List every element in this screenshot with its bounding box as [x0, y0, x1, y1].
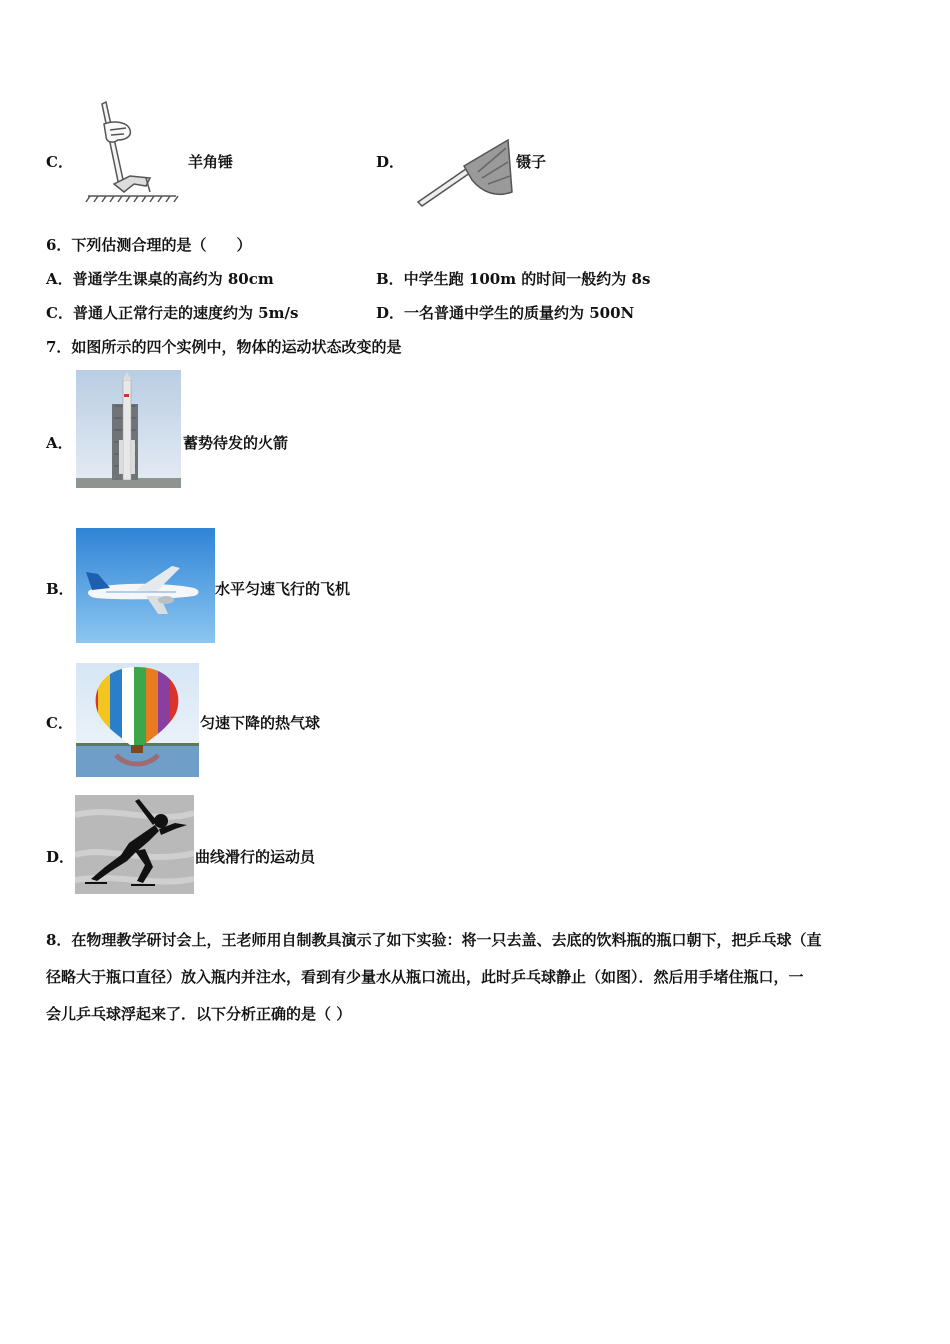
q7-option-c-letter: C． — [46, 714, 73, 732]
q7-option-b-letter: B． — [46, 580, 74, 598]
q6-option-b: B．中学生跑 100m 的时间一般约为 8s — [376, 270, 651, 288]
rocket-photo — [76, 370, 181, 488]
q5-option-c-letter: C． — [46, 153, 73, 171]
q7-stem: 7．如图所示的四个实例中，物体的运动状态改变的是 — [46, 338, 402, 356]
hot-air-balloon-photo — [76, 663, 199, 777]
q8-stem-line-1: 8．在物理教学研讨会上，王老师用自制教具演示了如下实验：将一只去盖、去底的饮料瓶的瓶口朝下，把乒乓球（直 — [46, 931, 822, 949]
q5-option-d-letter: D． — [376, 153, 405, 171]
q7-option-a-letter: A． — [46, 434, 73, 452]
q8-stem-line-2: 径略大于瓶口直径）放入瓶内并注水，看到有少量水从瓶口流出，此时乒乓球静止（如图）．然后用手堵住瓶口，一 — [46, 968, 804, 986]
q5-option-d-label: 镊子 — [516, 153, 547, 171]
q7-option-d-letter: D． — [46, 848, 75, 866]
q7-option-c-label: 匀速下降的热气球 — [200, 714, 321, 732]
claw-hammer-icon — [84, 100, 180, 210]
q7-option-b-label: 水平匀速飞行的飞机 — [215, 580, 351, 598]
q6-option-c: C．普通人正常行走的速度约为 5m/s — [46, 304, 299, 322]
q6-option-a: A．普通学生课桌的高约为 80cm — [46, 270, 274, 288]
q6-stem: 6．下列估测合理的是（ ） — [46, 236, 252, 254]
q7-option-d-label: 曲线滑行的运动员 — [195, 848, 316, 866]
q6-option-d: D．一名普通中学生的质量约为 500N — [376, 304, 635, 322]
airplane-photo — [76, 528, 215, 643]
q8-stem — [46, 922, 911, 1033]
q8-stem-line-3: 会儿乒乓球浮起来了．以下分析正确的是（ ） — [46, 1005, 352, 1023]
tweezers-icon — [412, 136, 516, 208]
q5-option-c-label: 羊角锤 — [188, 153, 234, 171]
speed-skater-photo — [75, 795, 194, 894]
q7-option-a-label: 蓄势待发的火箭 — [183, 434, 289, 452]
